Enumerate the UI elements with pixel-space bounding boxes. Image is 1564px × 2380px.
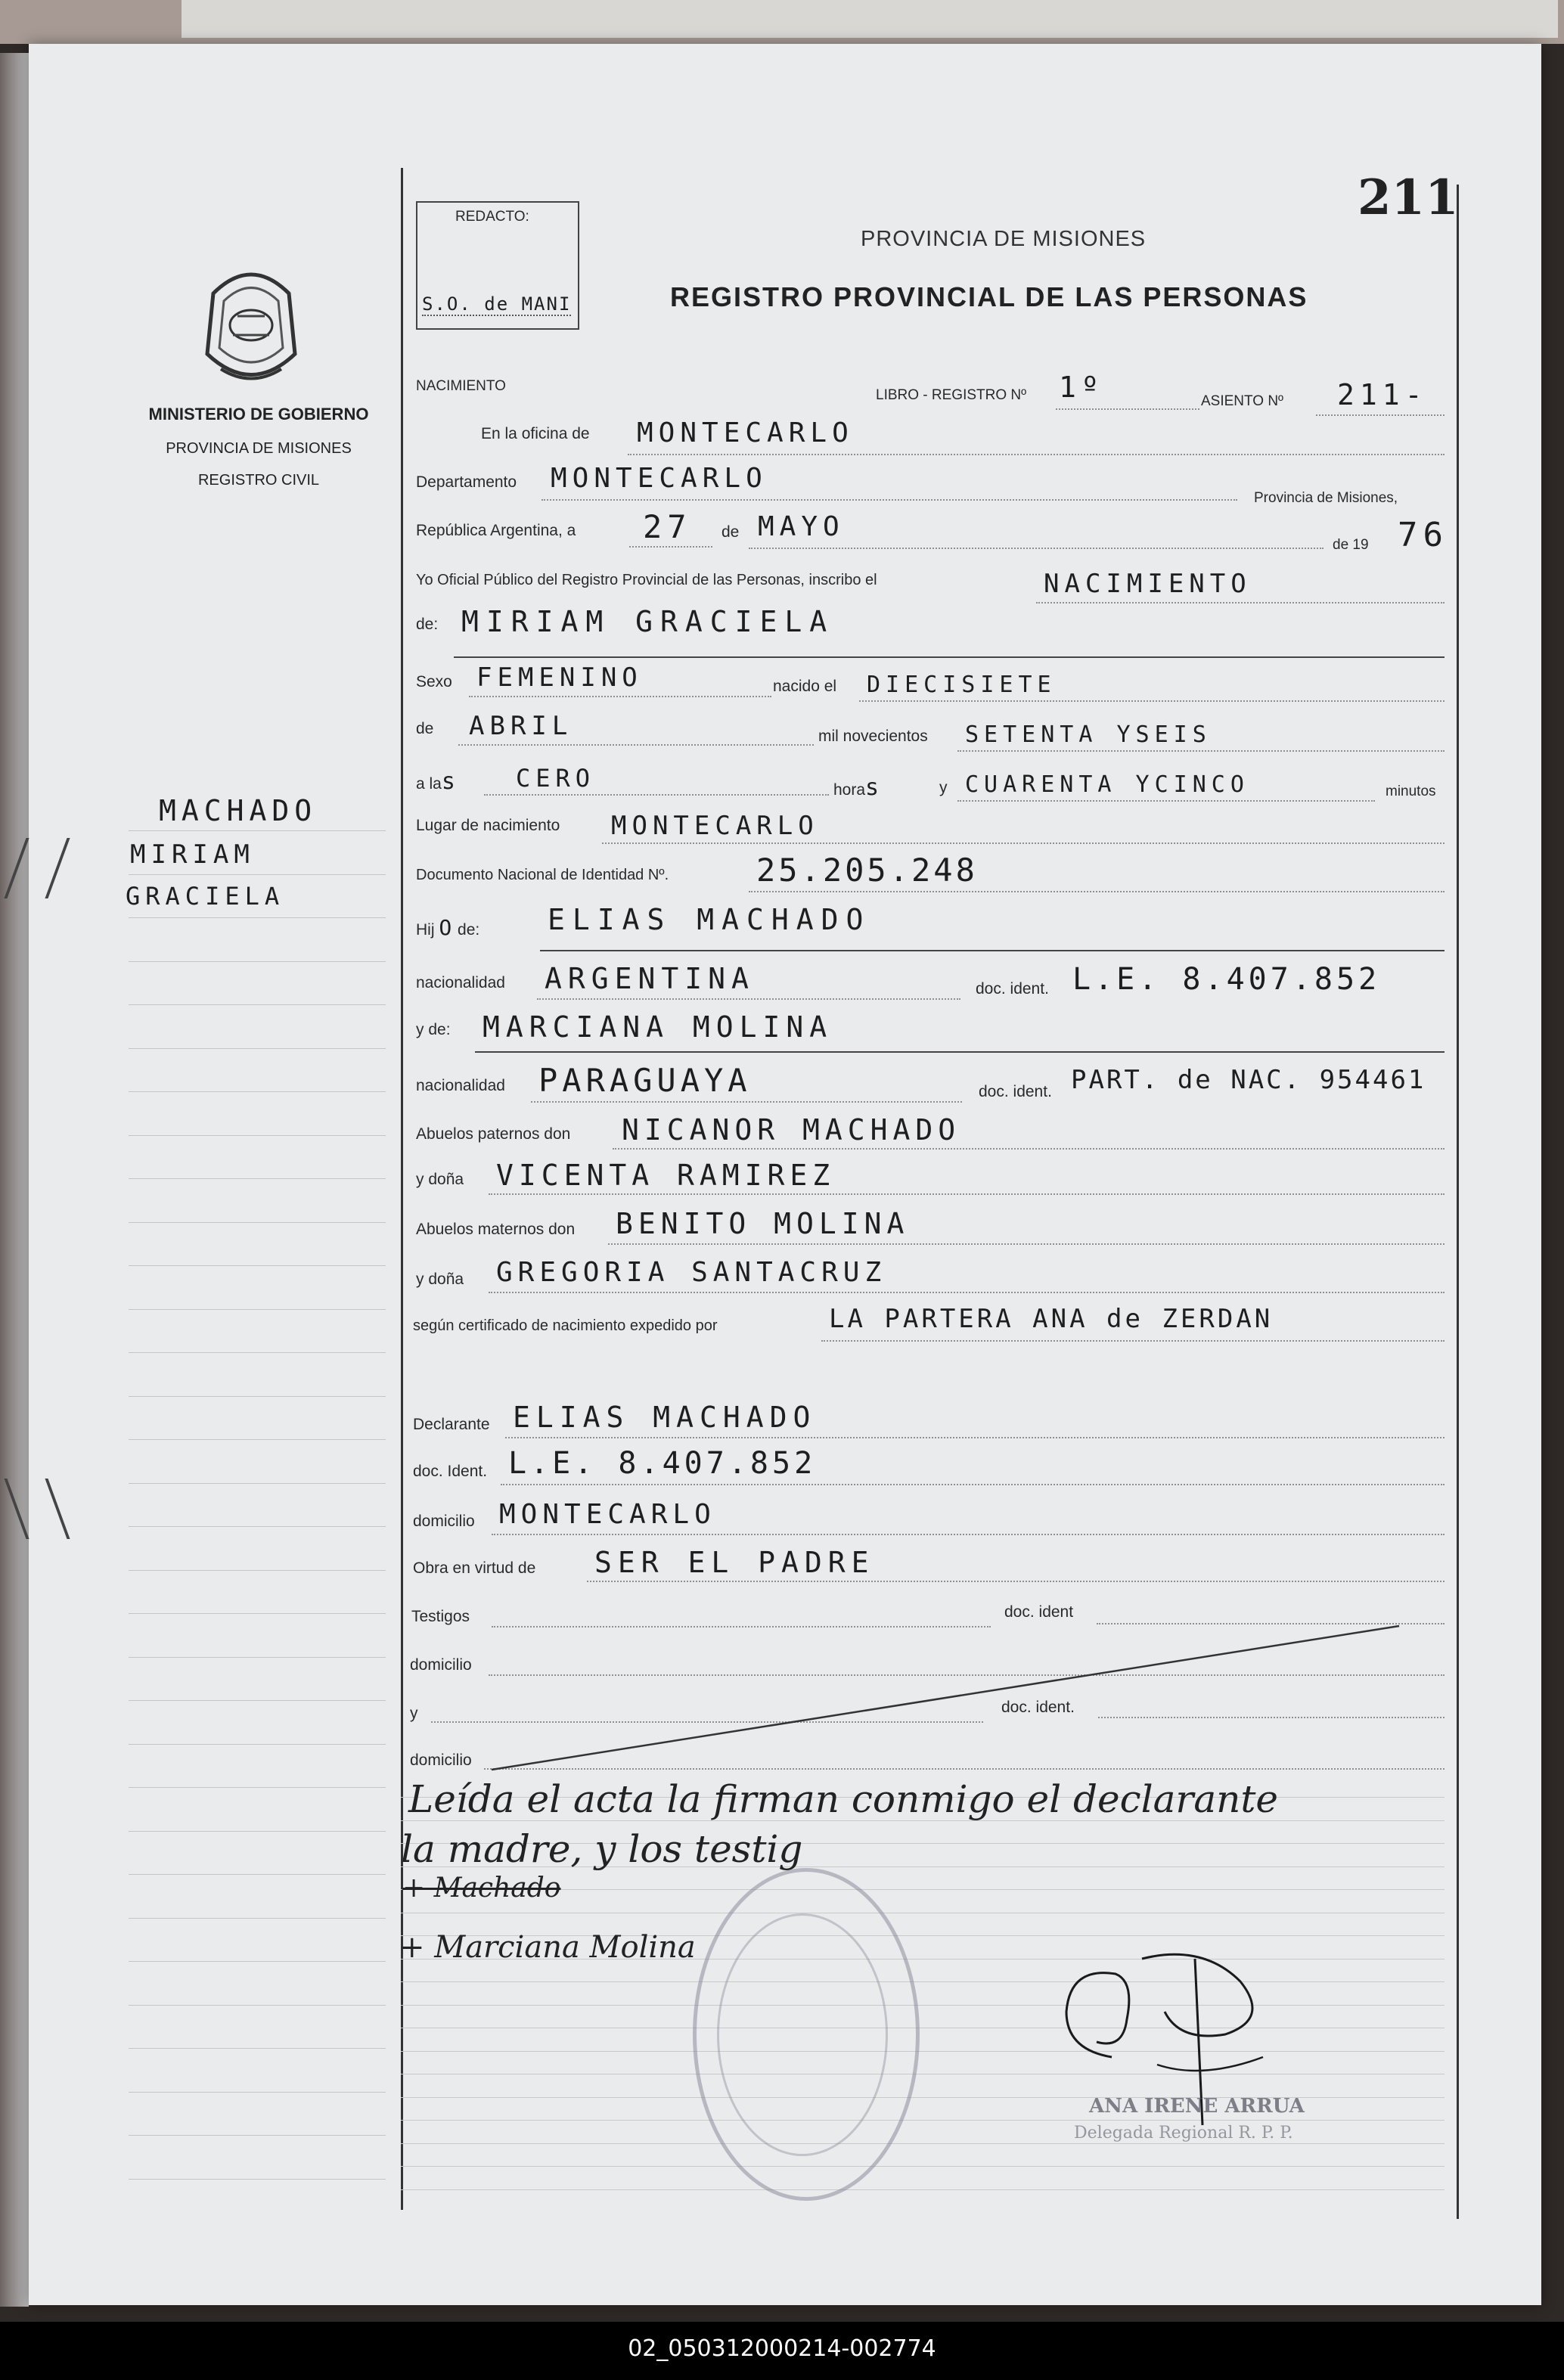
abmat-dona-label: y doña <box>416 1271 464 1288</box>
register-title: REGISTRO PROVINCIAL DE LAS PERSONAS <box>670 281 1308 312</box>
hijo-prefix: Hij <box>416 921 435 939</box>
madre-nac-label: nacionalidad <box>416 1077 505 1094</box>
hijo-suffix: O <box>439 915 454 940</box>
obra-value: SER EL PADRE <box>594 1546 875 1579</box>
oficina-line <box>628 454 1445 455</box>
mes-nac-value: ABRIL <box>469 711 573 741</box>
margin-rule <box>129 874 386 875</box>
de-nombre-label: de: <box>416 616 439 633</box>
abpat-dona-label: y doña <box>416 1171 464 1188</box>
madre-doc-value: PART. de NAC. 954461 <box>1071 1065 1426 1095</box>
nacimiento-label: NACIMIENTO <box>416 378 506 394</box>
margin-rule <box>129 1352 386 1353</box>
margin-rule <box>129 830 386 831</box>
margin-rule <box>129 961 386 962</box>
madre-doc-label: doc. ident. <box>979 1083 1052 1100</box>
libro-value: 1º <box>1059 371 1104 404</box>
nombre-underline <box>454 656 1445 658</box>
abmat-label: Abuelos maternos don <box>416 1221 576 1238</box>
closing-line-1: Leída el acta la firman conmigo el declarante <box>408 1777 1279 1821</box>
y2-doc-label: doc. ident. <box>1001 1699 1075 1716</box>
segun-line <box>821 1340 1445 1342</box>
mes-value: MAYO <box>758 511 845 542</box>
decl-doc-line <box>501 1484 1445 1485</box>
madre-nac-line <box>531 1101 962 1103</box>
signature-1: + Machado <box>402 1873 561 1904</box>
alas-prefix: a la <box>416 775 442 793</box>
binding-edge <box>0 53 29 2307</box>
asiento-line <box>1316 414 1445 416</box>
margin-rule <box>129 1657 386 1658</box>
mes-nac-line <box>458 744 814 746</box>
dni-line <box>749 891 1445 892</box>
sexo-label: Sexo <box>416 673 452 690</box>
margin-rule <box>129 1178 386 1179</box>
strike-through-line <box>484 1618 1407 1785</box>
domicilio-line <box>492 1534 1445 1535</box>
horas-label <box>833 774 880 801</box>
form-left-border <box>401 168 403 2210</box>
minutos-value: CUARENTA YCINCO <box>965 771 1249 798</box>
redacto-box <box>416 201 579 330</box>
form-right-border <box>1457 185 1459 2219</box>
libro-line <box>1056 408 1199 410</box>
departamento-label: Departamento <box>416 473 517 491</box>
image-caption: 02_050312000214-002774 <box>628 2335 936 2362</box>
nombre-value: MIRIAM GRACIELA <box>461 605 835 638</box>
margin-rule <box>129 1265 386 1266</box>
y-label: y <box>939 779 948 796</box>
obra-label: Obra en virtud de <box>413 1559 536 1577</box>
abmat-dona-value: GREGORIA SANTACRUZ <box>496 1257 887 1288</box>
margin-rule <box>129 1004 386 1005</box>
dia-line <box>629 546 712 548</box>
de-label: de <box>721 523 740 541</box>
form-rule <box>401 2166 1445 2167</box>
hijo-label <box>416 915 479 940</box>
sexo-value: FEMENINO <box>476 662 643 693</box>
margin-firstname: MIRIAM <box>130 839 255 870</box>
margin-rule <box>129 1961 386 1962</box>
oficina-label: En la oficina de <box>481 425 590 442</box>
alas-label <box>416 768 457 795</box>
madre-nac-value: PARAGUAYA <box>538 1062 752 1099</box>
margin-rule <box>129 1613 386 1614</box>
mes-line <box>749 548 1324 549</box>
oficial-label: Yo Oficial Público del Registro Provincial de las Personas, inscribo el <box>416 572 877 588</box>
declarante-value: ELIAS MACHADO <box>513 1401 817 1434</box>
horas-suffix: s <box>865 774 881 801</box>
abmat-line <box>608 1243 1445 1245</box>
margin-rule <box>129 917 386 918</box>
margin-rule <box>129 2135 386 2136</box>
domicilio-label: domicilio <box>413 1513 475 1530</box>
asiento-value: 211- <box>1337 378 1428 411</box>
margin-rule <box>129 1918 386 1919</box>
province-heading: PROVINCIA DE MISIONES <box>861 227 1147 251</box>
form-rule <box>401 2143 1445 2144</box>
minutos-line <box>957 800 1375 802</box>
margin-rule <box>129 2092 386 2093</box>
hora-value: CERO <box>516 764 596 793</box>
departamento-value: MONTECARLO <box>551 463 768 494</box>
dni-value: 25.205.248 <box>756 852 978 889</box>
form-rule <box>401 2189 1445 2190</box>
departamento-line <box>542 499 1237 501</box>
previous-page-strip <box>182 0 1558 38</box>
dia-value: 27 <box>643 508 692 545</box>
closing-line-2: la madre, y los testig <box>401 1827 803 1871</box>
margin-rule <box>129 1526 386 1527</box>
domicilio-value: MONTECARLO <box>499 1499 716 1530</box>
margin-surname: MACHADO <box>159 794 318 827</box>
decl-doc-value: L.E. 8.407.852 <box>508 1446 817 1481</box>
hijo-de-label: de: <box>458 921 480 939</box>
acto-line <box>1036 602 1445 604</box>
official-name-stamp: ANA IRENE ARRUA <box>1089 2095 1305 2118</box>
padre-underline <box>540 950 1445 951</box>
margin-rule <box>129 1222 386 1223</box>
page-number: 211 <box>1358 169 1459 226</box>
ministry-province: PROVINCIA DE MISIONES <box>166 440 352 457</box>
nacido-line <box>859 700 1445 702</box>
margin-rule <box>129 2005 386 2006</box>
madre-underline <box>475 1051 1445 1053</box>
padre-nac-line <box>537 998 960 1000</box>
abmat-value: BENITO MOLINA <box>616 1207 910 1240</box>
margin-rule <box>129 1831 386 1832</box>
ministry-registry: REGISTRO CIVIL <box>197 472 320 489</box>
padre-doc-label: doc. ident. <box>976 980 1049 998</box>
redacto-label: REDACTO: <box>455 209 529 225</box>
province-seal-icon <box>198 263 304 390</box>
nacido-label: nacido el <box>773 678 837 695</box>
nacido-value: DIECISIETE <box>867 672 1057 698</box>
anio-value: 76 <box>1398 516 1448 554</box>
padre-nac-value: ARGENTINA <box>545 962 755 995</box>
abpat-line <box>613 1148 1445 1150</box>
domicilio2-label: domicilio <box>410 1656 472 1674</box>
republica-label: República Argentina, a <box>416 522 576 539</box>
margin-rule <box>129 1396 386 1397</box>
minutos-label: minutos <box>1386 784 1436 799</box>
anio-label: de 19 <box>1333 537 1369 553</box>
margin-rule <box>129 1744 386 1745</box>
signature-2: + Marciana Molina <box>399 1930 696 1965</box>
official-title-stamp: Delegada Regional R. P. P. <box>1074 2124 1293 2143</box>
de-mes-label: de <box>416 720 434 737</box>
decl-doc-label: doc. Ident. <box>413 1463 488 1480</box>
acto-value: NACIMIENTO <box>1044 569 1252 599</box>
yde-label: y de: <box>416 1021 451 1038</box>
margin-rule <box>129 1787 386 1788</box>
padre-nac-label: nacionalidad <box>416 974 505 991</box>
abmat-dona-line <box>489 1292 1445 1293</box>
margin-rule <box>129 1700 386 1701</box>
y2-label: y <box>410 1705 418 1722</box>
margin-rule <box>129 1439 386 1440</box>
libro-label: LIBRO - REGISTRO Nº <box>876 387 1027 403</box>
padre-value: ELIAS MACHADO <box>548 903 871 936</box>
margin-rule <box>129 1874 386 1875</box>
registry-oval-stamp-inner <box>717 1913 888 2156</box>
mil-value: SETENTA YSEIS <box>965 721 1212 748</box>
redacto-value: S.O. de MANI <box>422 293 572 315</box>
margin-rule <box>129 2048 386 2049</box>
padre-doc-value: L.E. 8.407.852 <box>1072 962 1381 997</box>
lugar-label: Lugar de nacimiento <box>416 817 560 834</box>
abpat-value: NICANOR MACHADO <box>622 1113 961 1147</box>
margin-rule <box>129 2179 386 2180</box>
abpat-dona-line <box>489 1193 1445 1195</box>
segun-label: según certificado de nacimiento expedido por <box>413 1317 718 1334</box>
mil-label: mil novecientos <box>818 728 928 745</box>
declarante-label: Declarante <box>413 1416 490 1433</box>
margin-rule <box>129 1570 386 1571</box>
testigos-doc-label: doc. ident <box>1004 1603 1074 1621</box>
provincia-label: Provincia de Misiones, <box>1254 490 1398 506</box>
abpat-dona-value: VICENTA RAMIREZ <box>496 1159 836 1192</box>
footer-bar <box>0 2322 1564 2380</box>
dni-label: Documento Nacional de Identidad Nº. <box>416 867 669 883</box>
lugar-value: MONTECARLO <box>611 811 819 841</box>
abpat-label: Abuelos paternos don <box>416 1125 571 1143</box>
madre-value: MARCIANA MOLINA <box>483 1010 833 1044</box>
margin-rule <box>129 1091 386 1092</box>
segun-value: LA PARTERA ANA de ZERDAN <box>829 1304 1274 1334</box>
ministry-name: MINISTERIO DE GOBIERNO <box>148 405 369 424</box>
margin-rule <box>129 1483 386 1484</box>
domicilio3-label: domicilio <box>410 1752 472 1769</box>
margin-rule <box>129 1135 386 1136</box>
oficina-value: MONTECARLO <box>637 417 854 448</box>
lugar-line <box>602 842 1445 844</box>
margin-secondname: GRACIELA <box>126 882 285 911</box>
hora-line <box>484 794 829 796</box>
testigos-label: Testigos <box>411 1608 470 1625</box>
declarante-line <box>505 1437 1445 1438</box>
obra-line <box>587 1581 1445 1582</box>
mil-line <box>957 750 1445 752</box>
horas-prefix: hora <box>833 781 866 799</box>
sexo-line <box>469 696 771 697</box>
margin-rule <box>129 1048 386 1049</box>
alas-suffix: s <box>441 768 457 795</box>
margin-rule <box>129 1309 386 1310</box>
asiento-label: ASIENTO Nº <box>1201 393 1283 409</box>
